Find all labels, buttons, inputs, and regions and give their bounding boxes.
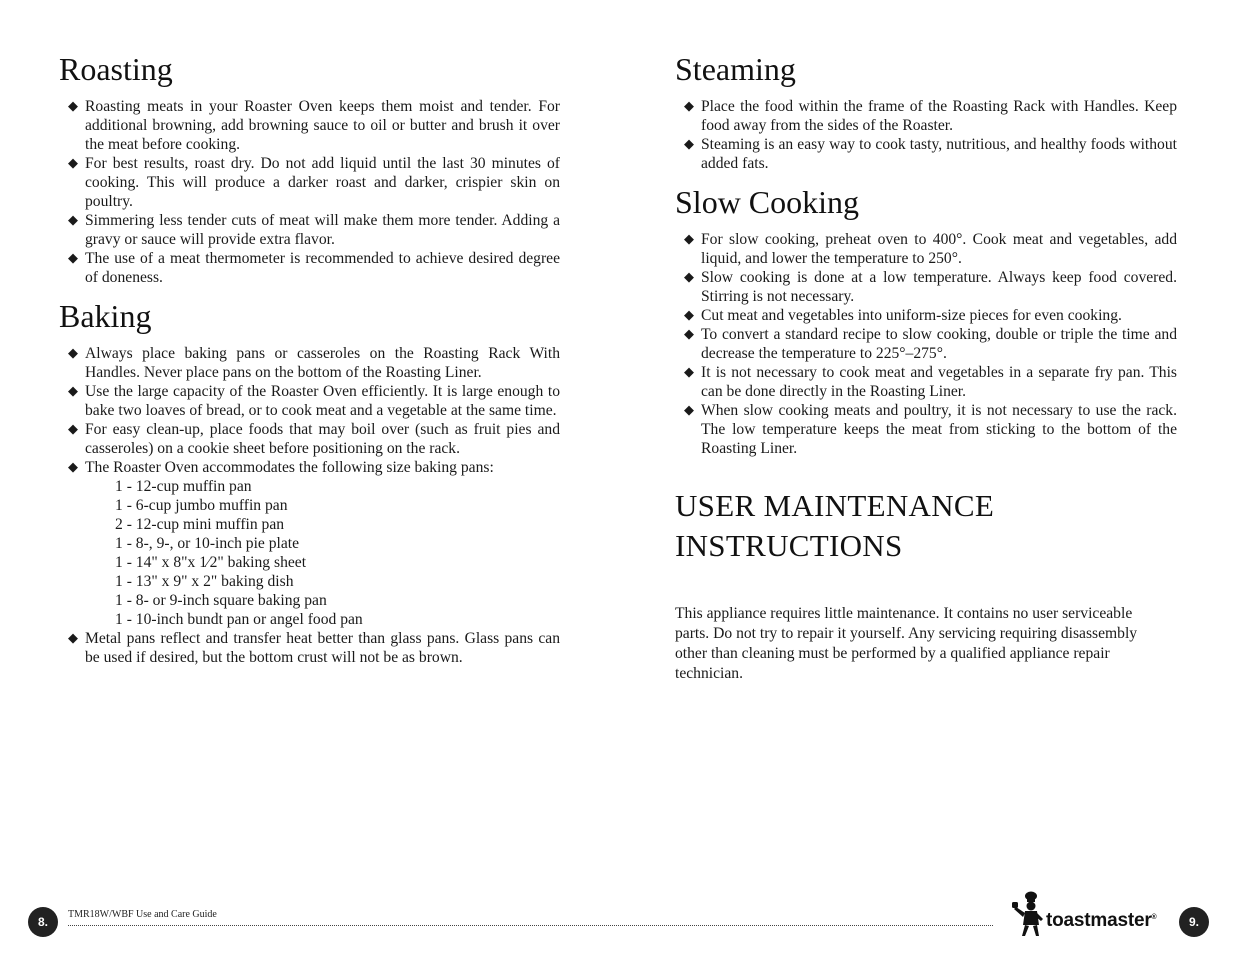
list-item: ◆ For best results, roast dry. Do not add liquid until the last 30 minutes of cooking. This will produce a darker roast and darker, crispier skin on poultry. — [68, 155, 560, 210]
roasting-list — [59, 97, 560, 287]
pan-item: 1 - 8- or 9-inch square baking pan — [115, 592, 327, 609]
pan-item: 1 - 10-inch bundt pan or angel food pan — [115, 611, 363, 628]
page-number-left: 8. — [28, 907, 58, 937]
baking-list — [59, 344, 560, 667]
slow-cooking-list — [675, 230, 1177, 458]
pan-item: 1 - 14" x 8"x 1⁄2" baking sheet — [115, 554, 307, 571]
list-item: ◆ The Roaster Oven accommodates the following size baking pans: 1 - 12-cup muffin pan 1 - 6-cup jumbo muffin pan 2 - 12-cup mini muffin pan 1 - 8-, 9-, or 10-inch pie plate 1 - 14" x 8"x 1⁄2" baking sheet 1 - 13" x 9" x 2" baking dish 1 - 8- or 9-inch square baking pan 1 - 10-inch bundt pan or angel food pan — [68, 458, 560, 629]
list-item: ◆ Use the large capacity of the Roaster Oven efficiently. It is large enough to bake two loaves of bread, or to cook meat and a vegetable at the same time. — [68, 383, 560, 419]
toastmaster-logo — [1011, 889, 1171, 939]
pan-item: 1 - 13" x 9" x 2" baking dish — [115, 573, 294, 590]
list-item: ◆ To convert a standard recipe to slow cooking, double or triple the time and decrease the temperature to 225°–275°. — [684, 326, 1177, 362]
bullet-diamond-icon: ◆ — [68, 631, 78, 646]
baking-pans-list — [85, 477, 560, 629]
list-item: ◆ Cut meat and vegetables into uniform-size pieces for even cooking. — [684, 307, 1122, 324]
slow-cooking-heading: Slow Cooking — [675, 184, 860, 220]
list-item: ◆ Place the food within the frame of the Roasting Rack with Handles. Keep food away from the sides of the Roaster. — [684, 98, 1177, 134]
steaming-list — [675, 97, 1177, 173]
bullet-diamond-icon: ◆ — [68, 251, 78, 266]
list-item: ◆ When slow cooking meats and poultry, it is not necessary to use the rack. The low temperature keeps the meat from sticking to the bottom of the Roasting Liner. — [684, 402, 1177, 457]
bullet-diamond-icon: ◆ — [684, 270, 694, 285]
bullet-diamond-icon: ◆ — [68, 346, 78, 361]
list-item: ◆ It is not necessary to cook meat and vegetables in a separate fry pan. This can be done directly in the Roasting Liner. — [684, 364, 1177, 400]
brand-wordmark: toastmaster® — [1046, 910, 1157, 931]
pan-item: 1 - 6-cup jumbo muffin pan — [115, 497, 288, 514]
bullet-diamond-icon: ◆ — [684, 308, 694, 323]
maintenance-heading: USER MAINTENANCE INSTRUCTIONS — [675, 488, 995, 563]
list-item: ◆ For easy clean-up, place foods that may boil over (such as fruit pies and casseroles) on a cookie sheet before positioning on the rack. — [68, 421, 560, 457]
steaming-heading: Steaming — [675, 51, 796, 87]
left-column — [59, 50, 560, 667]
pan-item: 1 - 12-cup muffin pan — [115, 478, 252, 495]
page-number-right: 9. — [1179, 907, 1209, 937]
list-item: ◆ Simmering less tender cuts of meat will make them more tender. Adding a gravy or sauce will provide extra flavor. — [68, 212, 560, 248]
bullet-diamond-icon: ◆ — [684, 99, 694, 114]
pan-item: 2 - 12-cup mini muffin pan — [115, 516, 285, 533]
list-item: ◆ The use of a meat thermometer is recommended to achieve desired degree of doneness. — [68, 250, 560, 286]
bullet-diamond-icon: ◆ — [68, 460, 78, 475]
list-item: ◆ Metal pans reflect and transfer heat better than glass pans. Glass pans can be used if desired, but the bottom crust will not be as brown. — [68, 630, 560, 666]
registered-mark: ® — [1151, 914, 1157, 921]
bullet-diamond-icon: ◆ — [684, 365, 694, 380]
roasting-heading: Roasting — [59, 51, 173, 87]
footer-divider — [68, 925, 993, 926]
bullet-diamond-icon: ◆ — [684, 327, 694, 342]
list-item: ◆ Roasting meats in your Roaster Oven keeps them moist and tender. For additional browning, add browning sauce to oil or butter and brush it over the meat before cooking. — [68, 98, 560, 153]
bullet-diamond-icon: ◆ — [68, 99, 78, 114]
pan-item: 1 - 8-, 9-, or 10-inch pie plate — [115, 535, 300, 552]
list-item: ◆ For slow cooking, preheat oven to 400°. Cook meat and vegetables, add liquid, and lower the temperature to 250°. — [684, 231, 1177, 267]
guide-label: TMR18W/WBF Use and Care Guide — [68, 909, 217, 920]
list-item: ◆ Slow cooking is done at a low temperature. Always keep food covered. Stirring is not necessary. — [684, 269, 1177, 305]
chef-mascot-icon — [1011, 889, 1047, 939]
baking-heading: Baking — [59, 298, 152, 334]
maintenance-body: This appliance requires little maintenance. It contains no user serviceable parts. Do not try to repair it yourself. Any servicing requiring disassembly other than cleaning must be performed by a qualified appliance repair technician. — [675, 605, 1138, 682]
list-item: ◆ Always place baking pans or casseroles on the Roasting Rack With Handles. Never place pans on the bottom of the Roasting Liner. — [68, 345, 560, 381]
bullet-diamond-icon: ◆ — [68, 156, 78, 171]
bullet-diamond-icon: ◆ — [684, 137, 694, 152]
bullet-diamond-icon: ◆ — [684, 403, 694, 418]
bullet-diamond-icon: ◆ — [68, 213, 78, 228]
bullet-diamond-icon: ◆ — [684, 232, 694, 247]
right-column — [675, 50, 1177, 684]
bullet-diamond-icon: ◆ — [68, 422, 78, 437]
list-item: ◆ Steaming is an easy way to cook tasty, nutritious, and healthy foods without added fats. — [684, 136, 1177, 172]
bullet-diamond-icon: ◆ — [68, 384, 78, 399]
